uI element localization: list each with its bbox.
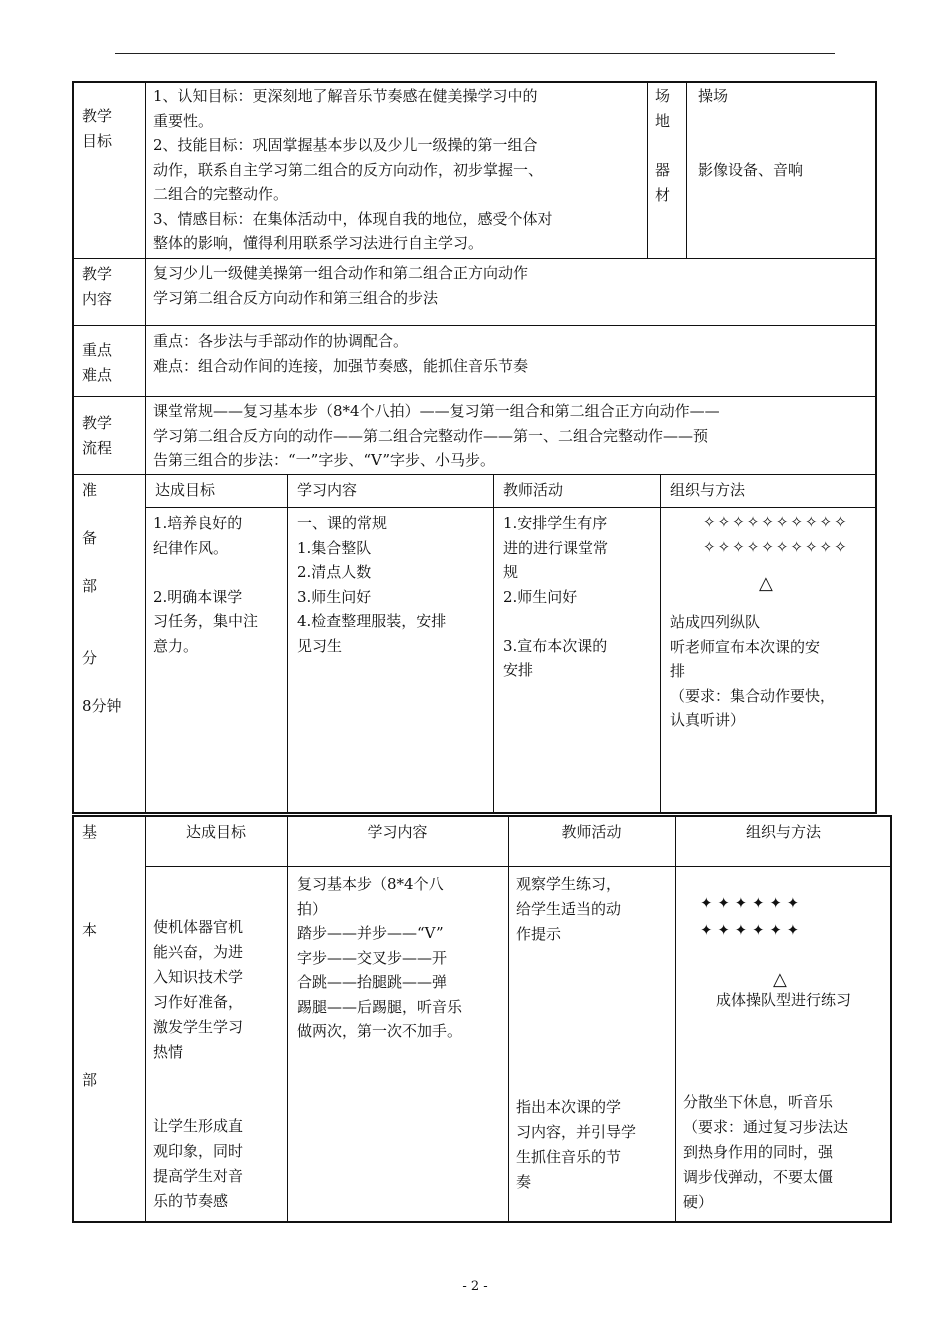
basic-method-2: 分散坐下休息，听音乐 （要求：通过复习步法达 到热身作用的同时，强 调步伐弹动，不要太僵 硬）	[683, 1093, 849, 1211]
content-text: 复习少儿一级健美操第一组合动作和第二组合正方向动作 学习第二组合反方向动作和第三组合的步法	[153, 264, 529, 307]
basic-side-label-2: 本	[82, 921, 98, 939]
prep-teacher: 1.安排学生有序 进的进行课堂常 规 2.师生问好 3.宣布本次课的 安排	[503, 514, 609, 679]
basic-formation-row-2: ✦ ✦ ✦ ✦ ✦ ✦	[700, 921, 800, 939]
objectives-label: 教学 目标	[82, 107, 113, 150]
basic-teacher-2: 指出本次课的学 习内容，并引导学 生抓住音乐的节 奏	[516, 1098, 637, 1191]
basic-goals-1: 使机体器官机 能兴奋，为进 入知识技术学 习作好准备， 激发学生学习 热情	[153, 918, 244, 1061]
prep-side-label: 准 备 部 分 8分钟	[82, 481, 122, 715]
col-divider	[660, 474, 661, 814]
flow-text: 课堂常规——复习基本步（8*4个八拍）——复习第一组合和第二组合正方向动作—— 学习第二组合反方向的动作——第二组合完整动作——第一、二组合完整动作——预 告第三组合的步法：“一”字步、“V”字步、小马步。	[153, 402, 720, 469]
col-divider	[287, 815, 288, 1223]
prep-formation-row-2: ✧✧✧✧✧✧✧✧✧✧	[703, 538, 849, 556]
row-divider	[72, 258, 877, 259]
col-divider	[145, 81, 146, 814]
prep-header-method: 组织与方法	[670, 481, 746, 499]
col-divider	[647, 81, 648, 258]
basic-header-teacher: 教师活动	[561, 823, 622, 841]
col-divider	[145, 815, 146, 1223]
basic-teacher-1: 观察学生练习， 给学生适当的动 作提示	[516, 875, 622, 943]
equipment-label: 器 材	[655, 161, 671, 204]
row-divider	[72, 396, 877, 397]
basic-header-goals: 达成目标	[185, 823, 246, 841]
col-divider	[675, 815, 676, 1223]
row-divider	[145, 507, 877, 508]
key-label: 重点 难点	[82, 341, 113, 384]
basic-content: 复习基本步（8*4个八 拍） 踏步——并步——“V” 字步——交叉步——开 合跳——抬腿跳——弹 踢腿——后踢腿，听音乐 做两次，第一次不加手。	[297, 875, 463, 1040]
key-text: 重点：各步法与手部动作的协调配合。 难点：组合动作间的连接，加强节奏感，能抓住音乐节奏	[153, 332, 529, 375]
row-divider	[145, 866, 892, 867]
prep-goals: 1.培养良好的 纪律作风。 2.明确本课学 习任务，集中注 意力。	[153, 514, 259, 655]
flow-label: 教学 流程	[82, 414, 113, 457]
basic-header-content: 学习内容	[367, 823, 428, 841]
basic-side-label-3: 部	[82, 1071, 98, 1089]
col-divider	[686, 81, 687, 258]
col-divider	[493, 474, 494, 814]
basic-formation-row-1: ✦ ✦ ✦ ✦ ✦ ✦	[700, 894, 800, 912]
equipment-value: 影像设备、音响	[698, 161, 804, 179]
basic-side-label-1: 基	[82, 823, 98, 841]
basic-method-1: 成体操队型进行练习	[715, 991, 851, 1009]
col-divider	[287, 474, 288, 814]
prep-header-content: 学习内容	[297, 481, 358, 499]
page-number: - 2 -	[462, 1279, 488, 1294]
row-divider	[72, 325, 877, 326]
prep-teacher-position-icon: △	[759, 573, 773, 594]
venue-label: 场 地	[655, 87, 671, 130]
prep-content: 一、课的常规 1.集合整队 2.清点人数 3.师生问好 4.检查整理服装，安排 见习生	[297, 514, 447, 655]
prep-formation-row-1: ✧✧✧✧✧✧✧✧✧✧	[703, 513, 849, 531]
basic-goals-2: 让学生形成直 观印象，同时 提高学生对音 乐的节奏感	[153, 1117, 244, 1210]
objectives-text: 1、认知目标：更深刻地了解音乐节奏感在健美操学习中的 重要性。 2、技能目标：巩固掌握基本步以及少儿一级操的第一组合 动作，联系自主学习第二组合的反方向动作，初步掌握一、 二组合的完整动作。 3、情感目标：在集体活动中，体现自我的地位，感受个体对 整体的影响，懂得利用联系学习法进行自主学习。	[153, 87, 553, 252]
col-divider	[508, 815, 509, 1223]
prep-method: 站成四列纵队 听老师宣布本次课的安 排 （要求：集合动作要快， 认真听讲）	[670, 613, 836, 729]
prep-header-teacher: 教师活动	[503, 481, 564, 499]
prep-header-goals: 达成目标	[155, 481, 216, 499]
content-label: 教学 内容	[82, 265, 113, 308]
basic-header-method: 组织与方法	[745, 823, 821, 841]
header-rule	[115, 53, 835, 54]
row-divider	[72, 474, 877, 475]
basic-teacher-position-icon: △	[773, 969, 787, 990]
venue-value: 操场	[698, 87, 729, 105]
